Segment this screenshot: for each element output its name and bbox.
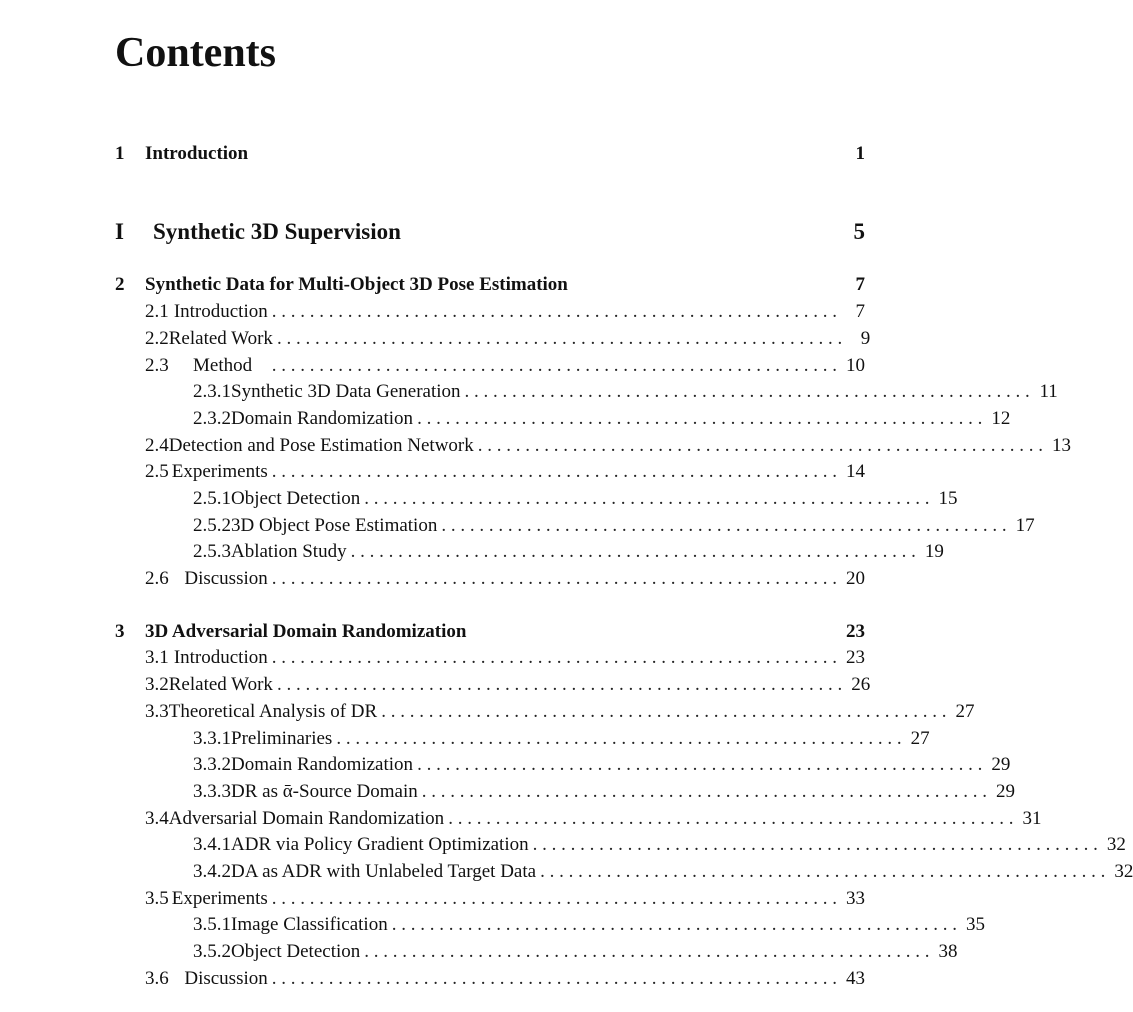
toc-entry-subsection[interactable]: [193, 727, 930, 751]
toc-entry-title: Image Classification: [231, 914, 388, 935]
toc-entry-subsection[interactable]: [193, 487, 958, 511]
toc-entry-number: 3.2: [145, 674, 169, 695]
dot-leader: . . . . . . . . . . . . . . . . . . . . . . . . . . . . . . . . . . . . . . . . . . . . . . . . . . . . . . . . . . . .: [391, 914, 957, 935]
toc-entry-page: 33: [846, 888, 865, 909]
dot-leader: . . . . . . . . . . . . . . . . . . . . . . . . . . . . . . . . . . . . . . . . . . . . . . . . . . . . . . . . . . . .: [477, 435, 1043, 456]
toc-entry-page: 23: [846, 621, 865, 642]
toc-entry-number: 3.1: [145, 647, 169, 668]
toc-entry-section[interactable]: [145, 967, 865, 991]
toc-entry-title: Experiments: [171, 888, 268, 909]
toc-entry-number: 2.3.1: [193, 381, 231, 402]
toc-entry-title: Discussion: [184, 968, 268, 989]
toc-entry-section[interactable]: [145, 434, 1071, 458]
toc-entry-title: Theoretical Analysis of DR: [168, 701, 378, 722]
toc-entry-section[interactable]: [145, 300, 865, 324]
toc-entry-page: 14: [846, 461, 865, 482]
toc-entry-title: Preliminaries: [231, 728, 333, 749]
toc-entry-page: 20: [846, 568, 865, 589]
toc-entry-page: 38: [938, 941, 958, 962]
toc-entry-subsection[interactable]: [193, 540, 944, 564]
toc-entry-page: 32: [1114, 861, 1133, 882]
toc-entry-title: Object Detection: [231, 488, 361, 509]
toc-entry-page: 1: [855, 143, 865, 164]
dot-leader: . . . . . . . . . . . . . . . . . . . . . . . . . . . . . . . . . . . . . . . . . . . . . . . . . . . . . . . . . . . .: [532, 834, 1098, 855]
toc-entry-title: Introduction: [145, 143, 249, 164]
toc-entry-section[interactable]: [145, 673, 871, 697]
toc-entry-chapter[interactable]: [115, 620, 865, 644]
dot-leader: . . . . . . . . . . . . . . . . . . . . . . . . . . . . . . . . . . . . . . . . . . . . . . . . . . . . . . . . . . . .: [364, 488, 930, 509]
page-title: Contents: [115, 30, 277, 76]
toc-entry-subsection[interactable]: [193, 780, 1015, 804]
toc-entry-title: Introduction: [173, 647, 268, 668]
toc-entry-section[interactable]: [145, 327, 871, 351]
toc-entry-page: 15: [938, 488, 958, 509]
dot-leader: . . . . . . . . . . . . . . . . . . . . . . . . . . . . . . . . . . . . . . . . . . . . . . . . . . . . . . . . . . . .: [271, 461, 837, 482]
toc-entry-title: DR as ᾱ-Source Domain: [231, 781, 418, 802]
toc-entry-number: 3.4: [145, 808, 169, 829]
toc-entry-page: 29: [991, 754, 1011, 775]
toc-entry-page: 31: [1022, 808, 1042, 829]
toc-entry-number: 3.4.1: [193, 834, 231, 855]
dot-leader: . . . . . . . . . . . . . . . . . . . . . . . . . . . . . . . . . . . . . . . . . . . . . . . . . . . . . . . . . . . .: [421, 781, 987, 802]
toc-entry-number: 2.3: [145, 355, 169, 376]
dot-leader: . . . . . . . . . . . . . . . . . . . . . . . . . . . . . . . . . . . . . . . . . . . . . . . . . . . . . . . . . . . .: [271, 888, 837, 909]
toc-entry-page: 7: [855, 301, 865, 322]
toc-entry-page: 35: [965, 914, 985, 935]
dot-leader: . . . . . . . . . . . . . . . . . . . . . . . . . . . . . . . . . . . . . . . . . . . . . . . . . . . . . . . . . . . .: [540, 861, 1106, 882]
toc-entry-section[interactable]: [145, 807, 1042, 831]
toc-entry-page: 26: [851, 674, 871, 695]
toc-entry-subsection[interactable]: [193, 407, 1011, 431]
toc-entry-subsection[interactable]: [193, 860, 1133, 884]
toc-entry-subsection[interactable]: [193, 913, 985, 937]
toc-entry-page: 12: [991, 408, 1011, 429]
toc-entry-section[interactable]: [145, 646, 865, 670]
toc-entry-number: 2.6: [145, 568, 169, 589]
toc-entry-title: Adversarial Domain Randomization: [168, 808, 445, 829]
toc-entry-page: 13: [1052, 435, 1071, 456]
dot-leader: . . . . . . . . . . . . . . . . . . . . . . . . . . . . . . . . . . . . . . . . . . . . . . . . . . . . . . . . . . . .: [417, 754, 983, 775]
toc-entry-page: 5: [853, 219, 865, 244]
toc-entry-title: DA as ADR with Unlabeled Target Data: [231, 861, 537, 882]
toc-entry-number: 2.4: [145, 435, 169, 456]
toc-entry-number: 3.3.3: [193, 781, 231, 802]
toc-entry-title: Object Detection: [231, 941, 361, 962]
dot-leader: . . . . . . . . . . . . . . . . . . . . . . . . . . . . . . . . . . . . . . . . . . . . . . . . . . . . . . . . . . . .: [336, 728, 902, 749]
toc-entry-number: 3: [115, 621, 125, 642]
toc-entry-number: 3.3: [145, 701, 169, 722]
toc-entry-title: Domain Randomization: [231, 754, 414, 775]
toc-entry-subsection[interactable]: [193, 753, 1011, 777]
toc-entry-number: 3.4.2: [193, 861, 231, 882]
toc-entry-page: 19: [924, 541, 944, 562]
toc-entry-page: 10: [846, 355, 865, 376]
dot-leader: . . . . . . . . . . . . . . . . . . . . . . . . . . . . . . . . . . . . . . . . . . . . . . . . . . . . . . . . . . . .: [350, 541, 916, 562]
toc-entry-page: 43: [846, 968, 865, 989]
toc-entry-page: 23: [846, 647, 865, 668]
toc-entry-subsection[interactable]: [193, 514, 1035, 538]
toc-entry-title: 3D Object Pose Estimation: [231, 515, 438, 536]
toc-entry-page: 7: [855, 274, 865, 295]
dot-leader: . . . . . . . . . . . . . . . . . . . . . . . . . . . . . . . . . . . . . . . . . . . . . . . . . . . . . . . . . . . .: [276, 674, 843, 695]
dot-leader: . . . . . . . . . . . . . . . . . . . . . . . . . . . . . . . . . . . . . . . . . . . . . . . . . . . . . . . . . . . .: [276, 328, 843, 349]
toc-entry-title: Introduction: [173, 301, 268, 322]
toc-entry-title: Discussion: [184, 568, 268, 589]
toc-entry-page: 27: [955, 701, 975, 722]
toc-entry-title: Ablation Study: [231, 541, 347, 562]
dot-leader: . . . . . . . . . . . . . . . . . . . . . . . . . . . . . . . . . . . . . . . . . . . . . . . . . . . . . . . . . . . .: [271, 568, 837, 589]
toc-entry-number: 3.5: [145, 888, 169, 909]
dot-leader: . . . . . . . . . . . . . . . . . . . . . . . . . . . . . . . . . . . . . . . . . . . . . . . . . . . . . . . . . . . .: [441, 515, 1007, 536]
toc-entry-number: 3.3.1: [193, 728, 231, 749]
toc-entry-chapter[interactable]: [115, 142, 865, 166]
toc-entry-title: Related Work: [168, 674, 273, 695]
toc-entry-title: Synthetic Data for Multi-Object 3D Pose Estimation: [145, 274, 568, 295]
toc-entry-number: 3.6: [145, 968, 169, 989]
toc-entry-number: I: [115, 219, 124, 244]
toc-entry-number: 2.5.3: [193, 541, 231, 562]
toc-entry-number: 2.1: [145, 301, 169, 322]
toc-entry-title: ADR via Policy Gradient Optimization: [231, 834, 529, 855]
toc-entry-title: Detection and Pose Estimation Network: [168, 435, 474, 456]
dot-leader: . . . . . . . . . . . . . . . . . . . . . . . . . . . . . . . . . . . . . . . . . . . . . . . . . . . . . . . . . . . .: [364, 941, 930, 962]
toc-entry-number: 2.5.1: [193, 488, 231, 509]
toc-entry-section[interactable]: [145, 354, 865, 378]
toc-entry-page: 9: [860, 328, 871, 349]
dot-leader: . . . . . . . . . . . . . . . . . . . . . . . . . . . . . . . . . . . . . . . . . . . . . . . . . . . . . . . . . . . .: [448, 808, 1014, 829]
dot-leader: . . . . . . . . . . . . . . . . . . . . . . . . . . . . . . . . . . . . . . . . . . . . . . . . . . . . . . . . . . . .: [271, 968, 837, 989]
toc-entry-number: 3.5.1: [193, 914, 231, 935]
toc-entry-title: Method: [193, 355, 253, 376]
dot-leader: . . . . . . . . . . . . . . . . . . . . . . . . . . . . . . . . . . . . . . . . . . . . . . . . . . . . . . . . . . . .: [464, 381, 1030, 402]
toc-entry-number: 2.5.2: [193, 515, 231, 536]
toc-entry-number: 3.3.2: [193, 754, 231, 775]
toc-entry-title: Experiments: [171, 461, 268, 482]
toc-entry-section[interactable]: [145, 700, 975, 724]
dot-leader: . . . . . . . . . . . . . . . . . . . . . . . . . . . . . . . . . . . . . . . . . . . . . . . . . . . . . . . . . . . .: [271, 301, 837, 322]
toc-entry-page: 17: [1015, 515, 1035, 536]
toc-entry-page: 32: [1106, 834, 1126, 855]
toc-entry-title: 3D Adversarial Domain Randomization: [145, 621, 467, 642]
toc-entry-section[interactable]: [145, 567, 865, 591]
toc-entry-section[interactable]: [145, 460, 865, 484]
dot-leader: . . . . . . . . . . . . . . . . . . . . . . . . . . . . . . . . . . . . . . . . . . . . . . . . . . . . . . . . . . . .: [381, 701, 947, 722]
toc-entry-page: 29: [995, 781, 1015, 802]
toc-entry-page: 11: [1039, 381, 1058, 402]
toc-entry-title: Synthetic 3D Supervision: [153, 219, 401, 244]
dot-leader: . . . . . . . . . . . . . . . . . . . . . . . . . . . . . . . . . . . . . . . . . . . . . . . . . . . . . . . . . . . .: [271, 647, 837, 668]
toc-entry-part[interactable]: [115, 218, 865, 246]
toc-entry-section[interactable]: [145, 887, 865, 911]
toc-entry-subsection[interactable]: [193, 940, 958, 964]
toc-entry-page: 27: [910, 728, 930, 749]
toc-entry-number: 2.5: [145, 461, 169, 482]
toc-entry-number: 2.3.2: [193, 408, 231, 429]
toc-entry-number: 1: [115, 143, 125, 164]
toc-entry-chapter[interactable]: [115, 273, 865, 297]
toc-entry-title: Domain Randomization: [231, 408, 414, 429]
toc-entry-number: 2: [115, 274, 125, 295]
dot-leader: . . . . . . . . . . . . . . . . . . . . . . . . . . . . . . . . . . . . . . . . . . . . . . . . . . . . . . . . . . . .: [271, 355, 837, 376]
dot-leader: . . . . . . . . . . . . . . . . . . . . . . . . . . . . . . . . . . . . . . . . . . . . . . . . . . . . . . . . . . . .: [417, 408, 983, 429]
toc-entry-number: 3.5.2: [193, 941, 231, 962]
toc-entry-title: Synthetic 3D Data Generation: [231, 381, 461, 402]
toc-entry-subsection[interactable]: [193, 380, 1058, 404]
toc-entry-number: 2.2: [145, 328, 169, 349]
toc-entry-subsection[interactable]: [193, 833, 1126, 857]
toc-entry-title: Related Work: [168, 328, 273, 349]
